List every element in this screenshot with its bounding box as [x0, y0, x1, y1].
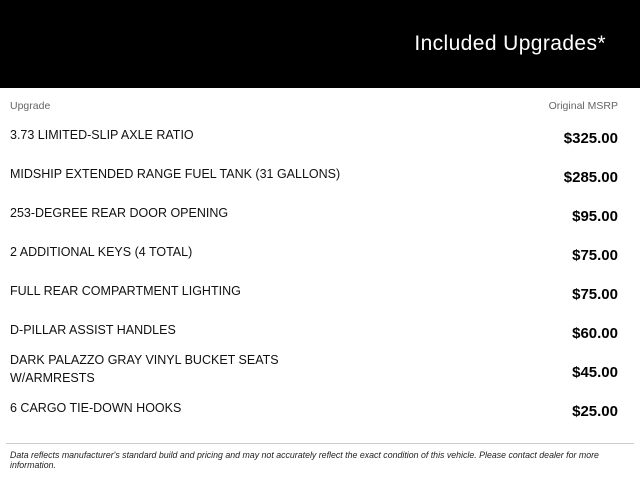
table-row — [10, 233, 618, 272]
price-value: $45.00 — [572, 364, 618, 381]
price-value: $95.00 — [572, 208, 618, 225]
price-value: $285.00 — [563, 169, 618, 186]
price-value: $60.00 — [572, 325, 618, 342]
price-value: $325.00 — [563, 130, 618, 147]
page-header — [0, 0, 640, 88]
table-row — [10, 116, 618, 155]
page-title: Included Upgrades* — [414, 32, 606, 55]
footer — [6, 443, 634, 480]
column-header-msrp: Original MSRP — [548, 100, 618, 112]
table-row — [10, 194, 618, 233]
table-row — [10, 155, 618, 194]
table-row — [10, 350, 618, 389]
price-value: $75.00 — [572, 286, 618, 303]
footer-disclaimer: Data reflects manufacturer's standard build and pricing and may not accurately reflect the exact condition of this vehicle. Please contact dealer for more information. — [10, 450, 599, 470]
upgrade-label: MIDSHIP EXTENDED RANGE FUEL TANK (31 GALLONS) — [10, 166, 341, 181]
upgrade-label: FULL REAR COMPARTMENT LIGHTING — [10, 283, 241, 298]
upgrade-label: 6 CARGO TIE-DOWN HOOKS — [10, 400, 182, 415]
upgrade-label: 2 ADDITIONAL KEYS (4 TOTAL) — [10, 244, 193, 259]
upgrade-label: 253-DEGREE REAR DOOR OPENING — [10, 205, 229, 220]
price-value: $25.00 — [572, 403, 618, 420]
table-row — [10, 389, 618, 428]
upgrade-label: 3.73 LIMITED-SLIP AXLE RATIO — [10, 127, 194, 142]
upgrade-label: DARK PALAZZO GRAY VINYL BUCKET SEATS W/ARMRESTS — [10, 353, 279, 385]
table-column-headers — [10, 88, 618, 116]
table-row — [10, 311, 618, 350]
column-header-upgrade: Upgrade — [10, 100, 51, 112]
upgrades-table — [0, 88, 640, 443]
price-value: $75.00 — [572, 247, 618, 264]
table-row — [10, 272, 618, 311]
upgrade-label: D-PILLAR ASSIST HANDLES — [10, 322, 176, 337]
